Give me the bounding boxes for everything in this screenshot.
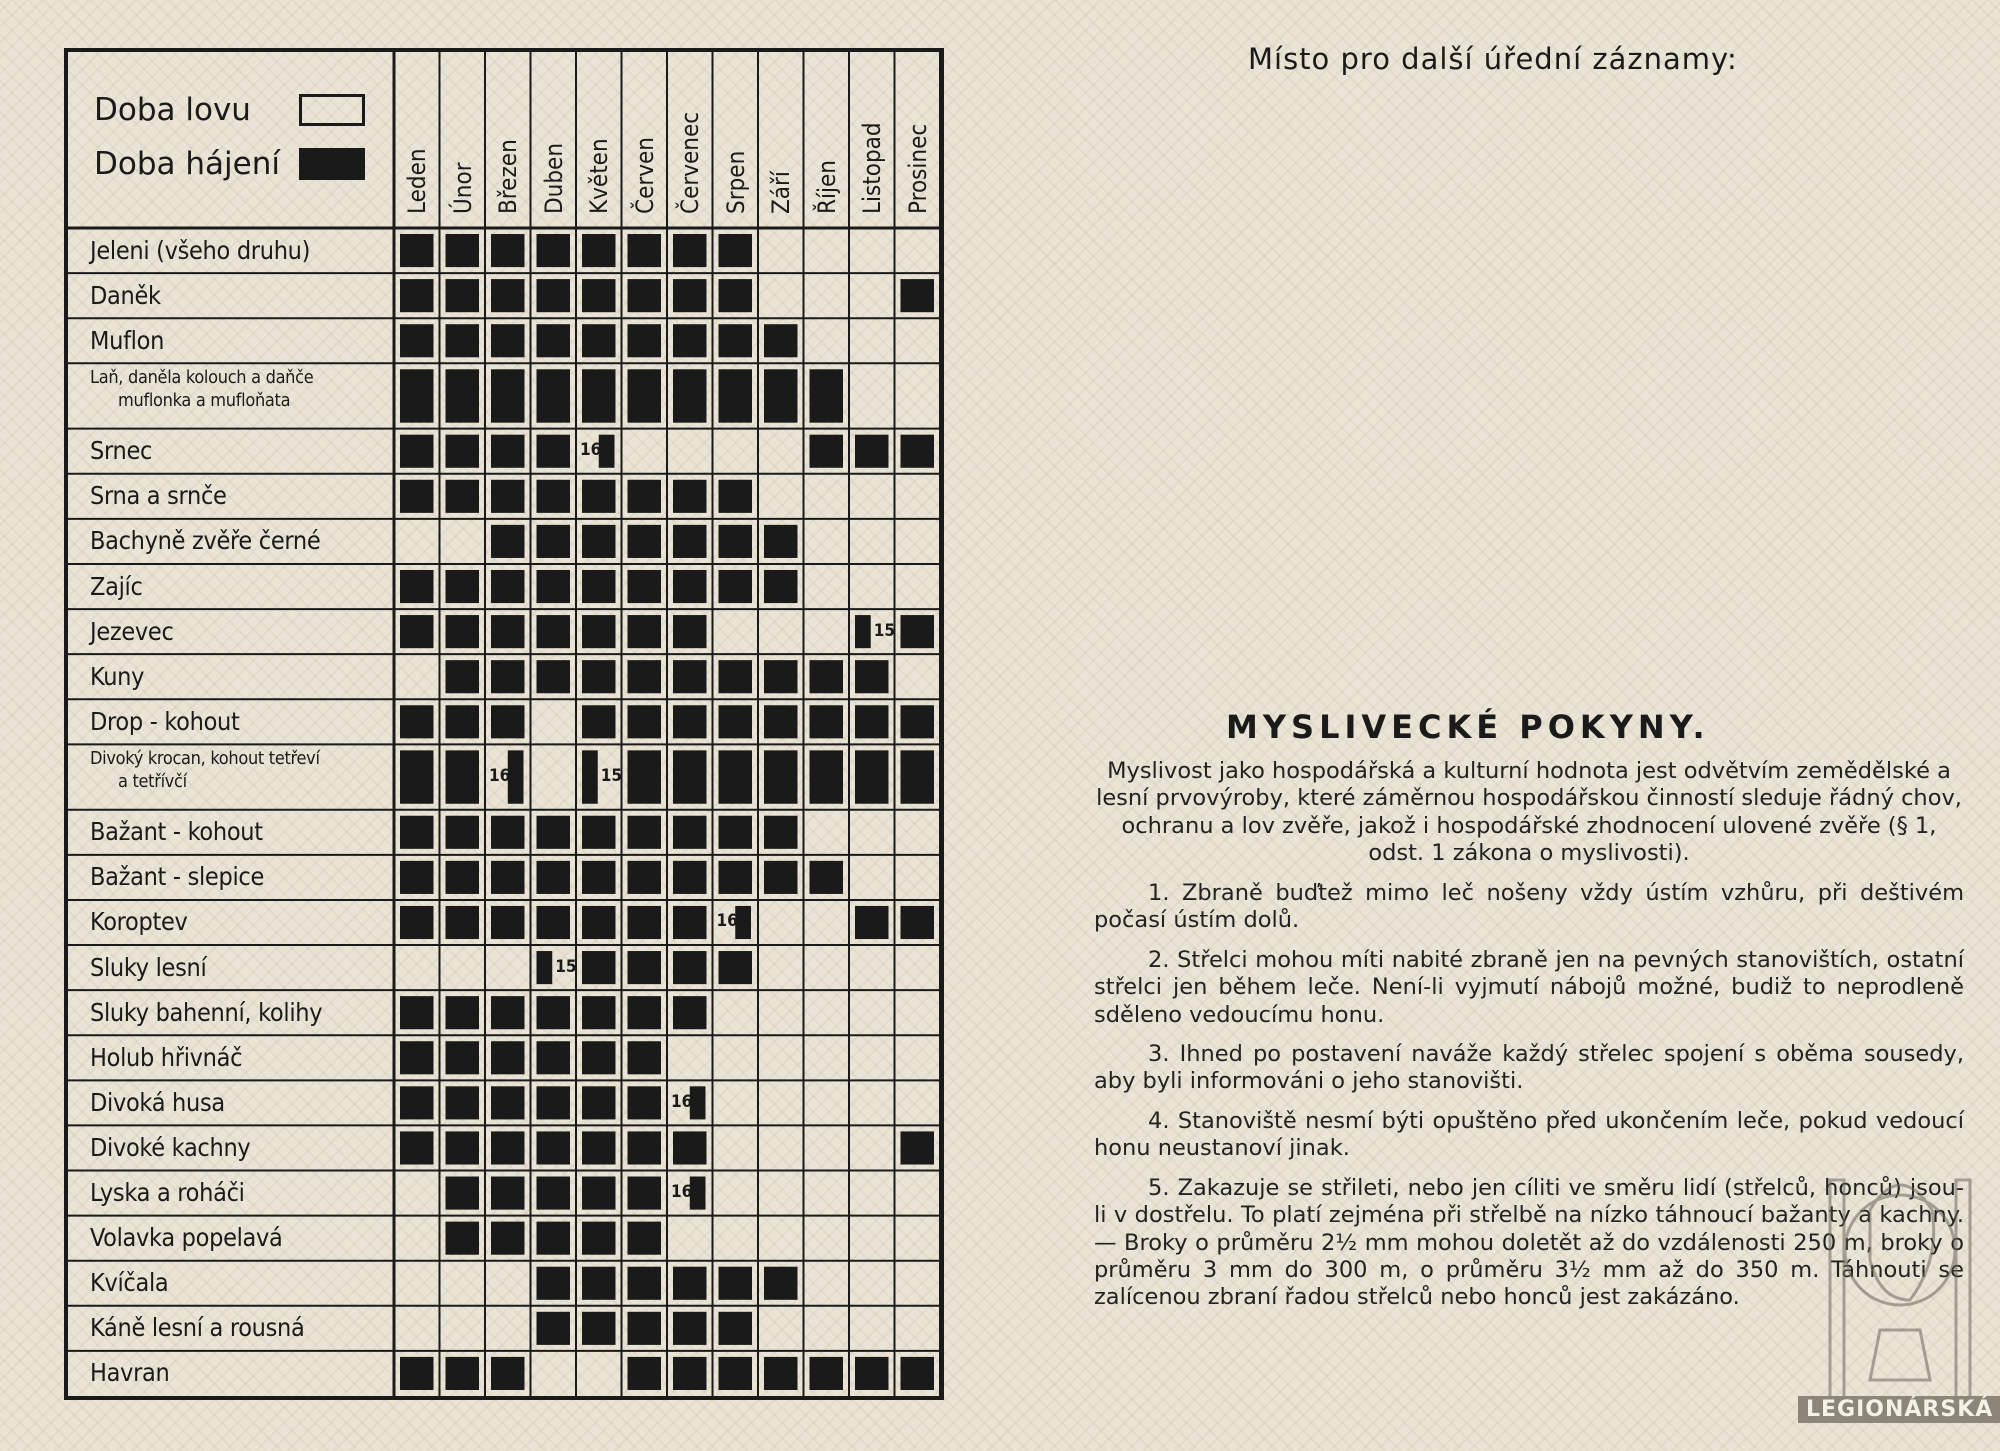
closed-season-cell [491,480,525,513]
species-name: Sluky bahenní, kolihy [90,997,323,1027]
closed-season-cell [537,480,571,513]
partial-date-label: 16 [580,440,602,461]
closed-season-cell [537,570,571,603]
species-name-line2: muflonka a mufloňata [118,390,291,412]
partial-date-label: 16 [671,1091,693,1112]
month-header: Srpen [721,150,750,214]
closed-season-cell [582,279,616,312]
species-name: Srna a srnče [90,481,227,511]
closed-season-cell [491,1357,525,1390]
closed-season-cell [764,816,798,849]
closed-season-cell [764,861,798,894]
closed-season-cell [537,1177,571,1210]
month-header: Duben [539,142,568,214]
closed-season-cell [628,750,662,803]
closed-season-cell [446,480,480,513]
closed-season-cell [719,525,753,558]
legend-open-swatch [299,94,365,126]
species-label [90,481,227,510]
closed-season-cell [582,525,616,558]
closed-season-cell [582,1131,616,1164]
closed-season-cell [673,996,707,1029]
closed-season-cell [491,435,525,468]
closed-season-cell [582,906,616,939]
closed-season-cell [719,705,753,738]
closed-season-cell [537,861,571,894]
official-records-title: Místo pro další úřední záznamy: [1248,42,1738,76]
closed-season-cell [582,1312,616,1345]
closed-season-cell [446,615,480,648]
closed-season-cell [400,1131,434,1164]
closed-season-cell [628,1357,662,1390]
closed-season-cell [537,615,571,648]
instruction-item: 2. Střelci mohou míti nabité zbraně jen na pevných stanovištích, ostatní střelci jen během leče. Není-li vyjmutí nábojů možné, budiž to neprodleně sděleno vedoucímu honu. [1094,946,1964,1028]
closed-season-cell [446,1086,480,1119]
closed-season-cell [491,525,525,558]
closed-season-cell [673,750,707,803]
closed-season-cell [764,369,798,422]
month-header: Leden [403,148,431,214]
closed-season-cell [628,1312,662,1345]
partial-date-label: 16 [489,766,511,787]
closed-season-cell [673,816,707,849]
species-name: Kuny [90,661,145,691]
closed-season-cell [719,234,753,267]
closed-season-cell [810,750,844,803]
closed-season-cell [582,570,616,603]
closed-season-cell [673,1131,707,1164]
closed-season-cell [537,660,571,693]
closed-season-cell [537,279,571,312]
month-header: Březen [494,139,522,214]
closed-season-cell [582,615,616,648]
closed-season-cell [719,1267,753,1300]
month-header: Říjen [812,160,841,214]
closed-season-cell [400,1357,434,1390]
month-header: Prosinec [903,123,932,214]
month-header: Červen [630,137,659,214]
watermark-logo: LEGIONÁRSKÁ [1798,1396,2000,1423]
closed-season-cell [673,660,707,693]
partial-date-label: 16 [671,1182,693,1203]
species-label [90,907,188,936]
closed-season-cell [764,660,798,693]
closed-season-cell [628,1177,662,1210]
closed-season-cell [400,324,434,357]
closed-season-cell [901,705,935,738]
closed-season-cell [491,570,525,603]
closed-season-cell [491,906,525,939]
closed-season-cell [901,279,935,312]
species-label [90,998,322,1027]
emblem-icon [1820,1100,1980,1420]
closed-season-cell [537,1312,571,1345]
closed-season-cell [719,279,753,312]
closed-season-cell [582,1267,616,1300]
closed-season-cell [719,660,753,693]
species-label [90,1223,283,1252]
closed-season-cell [446,234,480,267]
closed-season-cell [400,1086,434,1119]
closed-season-cell [537,1041,571,1074]
closed-season-cell [446,996,480,1029]
closed-season-cell [719,951,753,984]
closed-season-cell [764,324,798,357]
species-name: Divoká husa [90,1087,225,1117]
closed-season-cell [446,750,480,803]
closed-season-cell [400,480,434,513]
closed-season-cell [719,750,753,803]
species-name: Volavka popelavá [90,1223,283,1253]
species-name: Káně lesní a rousná [90,1313,305,1343]
species-label [90,747,320,793]
closed-season-cell [537,234,571,267]
closed-season-cell [491,816,525,849]
closed-season-cell [628,1222,662,1255]
species-name: Sluky lesní [90,952,207,982]
closed-season-cell [537,996,571,1029]
species-label [90,1358,170,1387]
closed-season-cell [719,369,753,422]
species-label [90,572,143,601]
closed-season-cell [673,279,707,312]
partial-date-label: 15 [555,956,577,977]
partial-date-label: 15 [873,620,896,641]
closed-season-cell [491,369,525,422]
closed-season-cell [491,1177,525,1210]
closed-season-cell [537,1086,571,1119]
species-name: Daněk [90,280,161,310]
closed-season-cell [673,324,707,357]
closed-season-cell [537,816,571,849]
closed-season-cell [764,525,798,558]
legend-closed-label: Doba hájení [94,145,280,182]
closed-season-cell [628,615,662,648]
closed-season-cell [673,705,707,738]
legend-closed-swatch [299,148,365,180]
instruction-item: 1. Zbraně buďtež mimo leč nošeny vždy ústím vzhůru, při deštivém počasí ústím dolů. [1094,879,1964,934]
closed-season-cell [582,1086,616,1119]
species-label [90,236,310,265]
species-name: Lyska a roháči [90,1178,245,1208]
species-label [90,1268,168,1297]
closed-season-cell [628,1131,662,1164]
closed-season-cell [673,906,707,939]
closed-season-cell [582,324,616,357]
species-name: Jeleni (všeho druhu) [90,235,311,265]
species-name: Divoké kachny [90,1132,251,1162]
species-name: Holub hřivnáč [90,1042,243,1072]
closed-season-cell [673,1357,707,1390]
closed-season-cell [719,1357,753,1390]
species-label [90,817,263,846]
closed-season-cell [628,705,662,738]
species-label [90,526,320,555]
species-label [90,281,161,310]
closed-season-cell [491,996,525,1029]
species-name: Drop - kohout [90,706,240,736]
closed-season-cell [491,861,525,894]
closed-season-cell [719,570,753,603]
species-label [90,1178,245,1207]
species-label [90,1133,250,1162]
closed-season-cell [491,660,525,693]
closed-season-cell [582,369,616,422]
closed-season-cell [582,480,616,513]
closed-season-cell [628,525,662,558]
closed-season-cell [400,861,434,894]
species-name: Divoký krocan, kohout tetřeví [90,748,320,770]
closed-season-cell [855,1357,889,1390]
species-label [90,326,164,355]
closed-season-cell [719,1312,753,1345]
closed-season-cell [901,906,935,939]
closed-season-cell [582,861,616,894]
closed-season-cell [400,705,434,738]
closed-season-cell [582,660,616,693]
month-header: Květen [585,138,613,214]
instructions-heading: MYSLIVECKÉ POKYNY. [1226,708,1710,746]
species-label [90,953,206,982]
closed-season-cell [400,906,434,939]
closed-season-cell [582,1041,616,1074]
closed-season-cell [537,369,571,422]
closed-season-cell [673,861,707,894]
closed-season-cell [446,570,480,603]
closed-season-cell [537,435,571,468]
species-name: Bažant - kohout [90,817,263,847]
closed-season-cell [446,906,480,939]
species-name: Srnec [90,436,153,466]
species-name: Kvíčala [90,1268,169,1298]
closed-season-cell [491,1131,525,1164]
closed-season-cell [446,279,480,312]
species-label [90,1043,242,1072]
closed-season-cell [537,525,571,558]
closed-season-cell [673,369,707,422]
species-label [90,436,152,465]
closed-season-cell [582,705,616,738]
closed-season-cell [491,234,525,267]
closed-season-cell [901,615,935,648]
closed-season-cell [400,750,434,803]
closed-season-cell [719,324,753,357]
closed-season-cell [446,435,480,468]
closed-season-cell [901,1357,935,1390]
species-label [90,707,240,736]
closed-season-cell [491,1222,525,1255]
closed-season-cell [673,1312,707,1345]
closed-season-cell [628,1041,662,1074]
legend-closed [94,145,365,182]
closed-season-cell [400,1041,434,1074]
closed-season-cell [491,705,525,738]
species-name: Zajíc [90,571,143,601]
closed-season-cell [901,435,935,468]
closed-season-cell [628,234,662,267]
species-label [90,662,144,691]
closed-season-cell [446,1357,480,1390]
legend-open [94,91,365,128]
closed-season-cell [673,525,707,558]
instruction-item: 3. Ihned po postavení naváže každý střelec spojení s oběma sousedy, aby byli informováni o jeho stanovišti. [1094,1040,1964,1095]
closed-season-cell [400,615,434,648]
instructions-intro: Myslivost jako hospodářská a kulturní hodnota jest odvětvím zemědělské a lesní prvovýroby, které záměrnou hospodářskou činností sleduje řádný chov, ochranu a lov zvěře, jakož i hospodářské zhodnocení ulovené zvěře (§ 1, odst. 1 zákona o myslivosti). [1096,758,1962,867]
closed-season-cell [400,279,434,312]
closed-season-cell [582,234,616,267]
closed-season-cell [628,660,662,693]
closed-season-cell [628,279,662,312]
closed-season-cell [855,750,889,803]
closed-season-cell [673,1267,707,1300]
closed-season-cell [537,324,571,357]
species-name: Bachyně zvěře černé [90,526,321,556]
closed-season-cell [446,1041,480,1074]
closed-season-cell [491,1086,525,1119]
closed-season-cell [537,1267,571,1300]
partial-date-label: 16 [716,911,738,932]
closed-season-cell [446,369,480,422]
closed-season-cell [628,906,662,939]
month-header: Únor [448,162,477,214]
closed-season-cell [491,615,525,648]
closed-season-cell [446,861,480,894]
species-label [90,1313,304,1342]
closed-season-cell [810,435,844,468]
closed-season-cell [764,750,798,803]
closed-season-cell [491,1041,525,1074]
closed-season-cell [810,1357,844,1390]
closed-season-cell [810,861,844,894]
closed-season-cell [855,906,889,939]
closed-season-cell [901,1131,935,1164]
closed-season-cell [810,369,844,422]
closed-season-cell [628,324,662,357]
instruction-item: 4. Stanoviště nesmí býti opuštěno před ukončením leče, pokud vedoucí honu neustanoví jinak. [1094,1107,1964,1162]
closed-season-cell [855,705,889,738]
closed-season-cell [400,435,434,468]
closed-season-cell [901,750,935,803]
month-header: Září [767,171,795,214]
closed-season-cell [628,480,662,513]
instruction-item: 5. Zakazuje se střileti, nebo jen cíliti ve směru lidí (střelců, honců) jsou-li v dostřelu. To platí zejména při střelbě na nízko táhnoucí bažanty a kachny. — Broky o průměru 2½ mm mohou doletět až do vzdálenosti 250 m, broky o průměru 3 mm do 300 m, o průměru 3½ mm až do 350 m. Táhnouti se zalícenou zbraní řadou střelců nebo honců jest zakázáno. [1094,1174,1964,1311]
month-header: Červenec [676,111,704,214]
closed-season-cell [810,705,844,738]
closed-season-cell [446,1222,480,1255]
species-label [90,366,313,412]
species-name: Laň, daněla kolouch a daňče [90,367,314,389]
closed-season-cell [582,951,616,984]
partial-date-label: 15 [600,766,623,787]
closed-season-cell [446,324,480,357]
species-name: Koroptev [90,907,188,937]
closed-season-cell [628,570,662,603]
closed-season-partial [537,951,553,984]
closed-season-partial [582,750,598,803]
closed-season-cell [628,816,662,849]
closed-season-cell [491,279,525,312]
closed-season-cell [582,1222,616,1255]
closed-season-partial [855,615,871,648]
species-label [90,862,264,891]
closed-season-cell [719,480,753,513]
closed-season-cell [719,861,753,894]
closed-season-cell [446,660,480,693]
closed-season-cell [400,570,434,603]
species-name-line2: a tetřívčí [118,771,187,793]
closed-season-cell [673,951,707,984]
closed-season-cell [582,816,616,849]
closed-season-cell [628,1086,662,1119]
species-name: Bažant - slepice [90,862,265,892]
closed-season-cell [628,996,662,1029]
month-header: Listopad [858,122,886,214]
closed-season-cell [673,615,707,648]
closed-season-cell [446,1131,480,1164]
closed-season-cell [582,1177,616,1210]
closed-season-cell [537,1131,571,1164]
closed-season-cell [628,861,662,894]
closed-season-cell [855,660,889,693]
closed-season-cell [446,816,480,849]
species-name: Jezevec [90,616,174,646]
species-name: Havran [90,1358,170,1388]
closed-season-cell [764,705,798,738]
species-label [90,1088,225,1117]
closed-season-cell [400,369,434,422]
closed-season-cell [400,816,434,849]
closed-season-cell [628,951,662,984]
closed-season-cell [764,1267,798,1300]
closed-season-cell [491,324,525,357]
closed-season-cell [537,1222,571,1255]
species-name: Muflon [90,325,165,355]
closed-season-cell [400,996,434,1029]
closed-season-cell [628,369,662,422]
hunting-season-table [64,48,944,1400]
closed-season-cell [764,1357,798,1390]
closed-season-cell [582,996,616,1029]
closed-season-cell [673,570,707,603]
species-label [90,617,174,646]
closed-season-cell [719,816,753,849]
legend-open-label: Doba lovu [94,91,251,128]
closed-season-cell [673,480,707,513]
closed-season-cell [628,1267,662,1300]
closed-season-cell [446,1177,480,1210]
closed-season-cell [537,906,571,939]
closed-season-cell [855,435,889,468]
closed-season-cell [673,234,707,267]
closed-season-cell [764,570,798,603]
closed-season-cell [400,234,434,267]
closed-season-cell [810,660,844,693]
closed-season-cell [446,705,480,738]
